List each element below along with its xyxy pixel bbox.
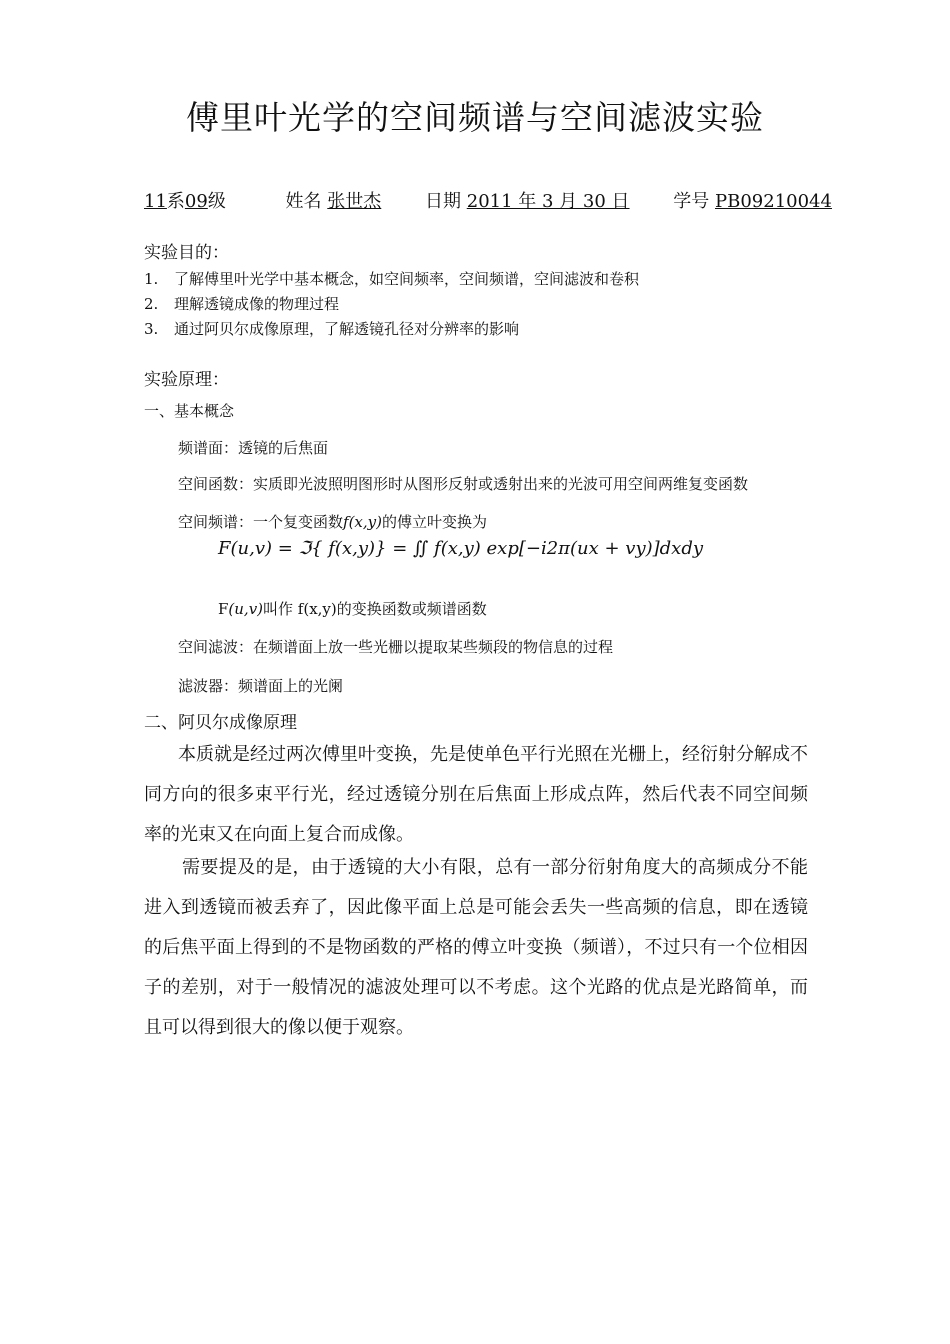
date-value: 2011 年 3 月 30 日 bbox=[466, 191, 630, 212]
spectrum-plane-def: 频谱面：透镜的后焦面 bbox=[178, 439, 329, 457]
name-label: 姓名 bbox=[285, 191, 322, 212]
student-id-label: 学号 bbox=[673, 191, 710, 212]
purpose-item bbox=[144, 318, 519, 339]
space-spectrum-function: f(x,y) bbox=[343, 513, 382, 531]
transform-note-suffix: 叫作 f(x,y)的变换函数或频谱函数 bbox=[263, 600, 487, 618]
purpose-item-text: 了解傅里叶光学中基本概念，如空间频率，空间频谱，空间滤波和卷积 bbox=[174, 270, 640, 288]
space-spectrum-def bbox=[178, 511, 487, 532]
purpose-item-number: 1. bbox=[144, 270, 159, 288]
abbe-paragraph-1: 本质就是经过两次傅里叶变换，先是使单色平行光照在光栅上，经衍射分解成不同方向的很多束平行光，经过透镜分别在后焦面上形成点阵，然后代表不同空间频率的光束又在向面上复合而成像。 bbox=[144, 744, 808, 845]
department-unit: 系 bbox=[166, 191, 185, 212]
space-spectrum-suffix: 的傅立叶变换为 bbox=[381, 513, 487, 531]
purpose-item bbox=[144, 268, 639, 289]
purpose-item bbox=[144, 293, 339, 314]
abbe-paragraph-2: 需要提及的是，由于透镜的大小有限，总有一部分衍射角度大的高频成分不能进入到透镜而被丢弃了，因此像平面上总是可能会丢失一些高频的信息，即在透镜的后焦平面上得到的不是物函数的严格的傅立叶变换（频谱），不过只有一个位相因子的差别，对于一般情况的滤波处理可以不考虑。这个光路的优点是光路简单，而且可以得到很大的像以便于观察。 bbox=[144, 857, 808, 1038]
spatial-filtering-def: 空间滤波：在频谱面上放一些光栅以提取某些频段的物信息的过程 bbox=[178, 638, 614, 656]
purpose-heading: 实验目的： bbox=[144, 243, 229, 263]
fourier-transform-formula: F(u,v) = ℑ{ f(x,y)} = ∬ f(x,y) exp[−i2π(ux + vy)]dxdy bbox=[218, 538, 704, 559]
student-info-line bbox=[144, 187, 832, 213]
space-spectrum-prefix: 空间频谱：一个复变函数 bbox=[178, 513, 344, 531]
purpose-item-number: 2. bbox=[144, 295, 159, 313]
section2-heading: 二、阿贝尔成像原理 bbox=[144, 713, 297, 733]
section1-heading: 一、基本概念 bbox=[144, 402, 235, 420]
grade-unit: 级 bbox=[207, 191, 226, 212]
principle-heading: 实验原理： bbox=[144, 370, 229, 390]
transform-note-prefix: F bbox=[218, 600, 229, 618]
transform-note-function: (u,v) bbox=[228, 600, 264, 618]
grade-value: 09 bbox=[184, 191, 208, 212]
filter-def: 滤波器：频谱面上的光阑 bbox=[178, 677, 344, 695]
purpose-item-text: 通过阿贝尔成像原理，了解透镜孔径对分辨率的影响 bbox=[174, 320, 520, 338]
student-id-value: PB09210044 bbox=[715, 191, 832, 212]
space-function-def: 空间函数：实质即光波照明图形时从图形反射或透射出来的光波可用空间两维复变函数 bbox=[178, 475, 749, 493]
name-value: 张世杰 bbox=[327, 191, 382, 212]
purpose-item-number: 3. bbox=[144, 320, 159, 338]
document-title: 傅里叶光学的空间频谱与空间滤波实验 bbox=[186, 98, 764, 137]
transform-function-note bbox=[218, 598, 487, 619]
purpose-item-text: 理解透镜成像的物理过程 bbox=[174, 295, 340, 313]
date-label: 日期 bbox=[425, 191, 462, 212]
department-value: 11 bbox=[144, 191, 167, 212]
